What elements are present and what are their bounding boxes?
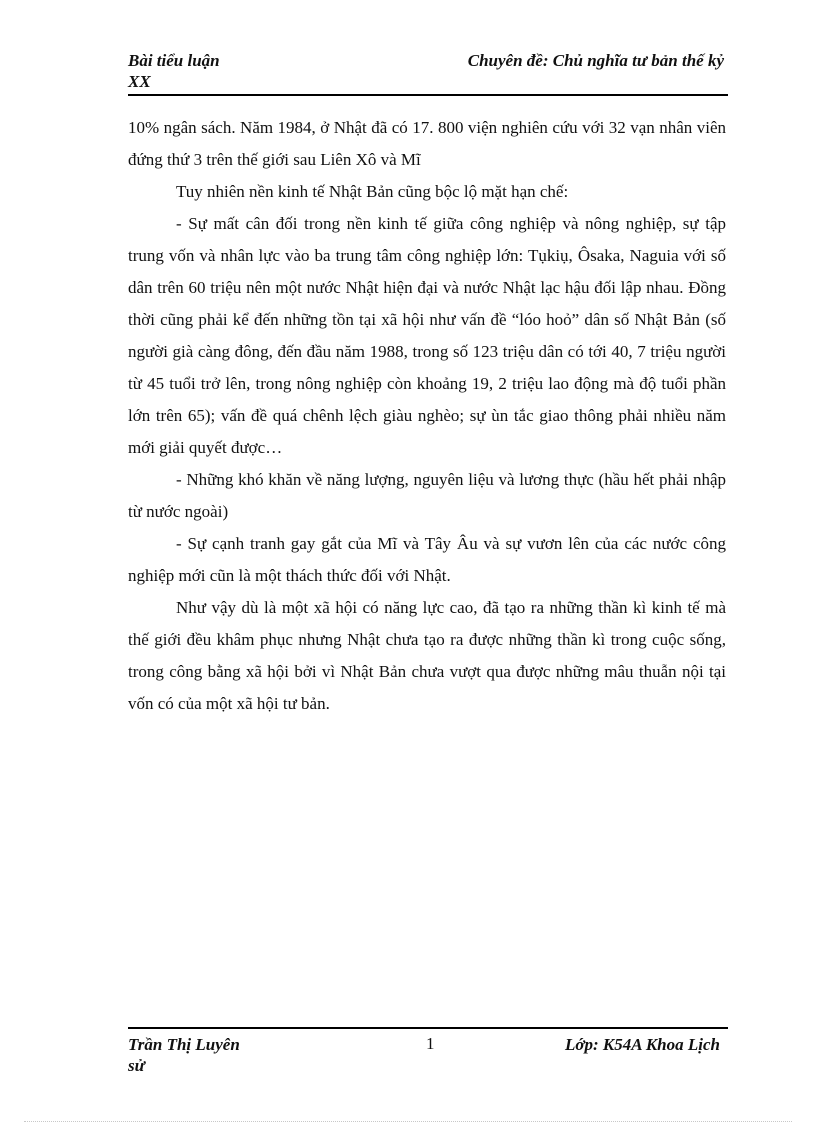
paragraph: - Sự cạnh tranh gay gắt của Mĩ và Tây Âu và sự vươn lên của các nước công nghiệp mới cũn là một thách thức đối với Nhật.: [128, 534, 726, 585]
paragraph: 10% ngân sách. Năm 1984, ở Nhật đã có 17. 800 viện nghiên cứu với 32 vạn nhân viên đứng thứ 3 trên thế giới sau Liên Xô và Mĩ: [128, 118, 726, 169]
paragraph: Tuy nhiên nền kinh tế Nhật Bản cũng bộc lộ mặt hạn chế:: [176, 182, 569, 201]
header-document-type: Bài tiểu luận: [128, 51, 220, 70]
document-body: [128, 112, 726, 720]
paragraph: - Những khó khăn về năng lượng, nguyên liệu và lương thực (hầu hết phải nhập từ nước ngoài): [128, 470, 726, 521]
page-number: 1: [426, 1034, 435, 1053]
header-left: [128, 50, 220, 92]
paragraph: Như vậy dù là một xã hội có năng lực cao, đã tạo ra những thần kì kinh tế mà thế giới đều khâm phục nhưng Nhật chưa tạo ra được những thần kì trong cuộc sống, trong công bằng xã hội bởi vì Nhật Bản chưa vượt qua được những mâu thuẫn nội tại vốn có của một xã hội tư bản.: [128, 598, 726, 713]
page-edge-divider: [24, 1121, 792, 1122]
header-document-type-cont: XX: [128, 72, 151, 91]
footer-author-name: Trần Thị Luyên: [128, 1035, 240, 1054]
paragraph: - Sự mất cân đối trong nền kinh tế giữa công nghiệp và nông nghiệp, sự tập trung vốn và nhân lực vào ba trung tâm công nghiệp lớn: Tụkiụ, Ôsaka, Naguia với số dân trên 60 triệu nên một nước Nhật hiện đại và nước Nhật lạc hậu đối lập nhau. Đồng thời cũng phải kể đến những tồn tại xã hội như vấn đề “lóo hoỏ” dân số Nhật Bản (số người già càng đông, đến đầu năm 1988, trong số 123 triệu dân có tới 40, 7 triệu người từ 45 tuổi trở lên, trong nông nghiệp còn khoảng 19, 2 triệu lao động mà độ tuổi phần lớn trên 65); vấn đề quá chênh lệch giàu nghèo; sự ùn tắc giao thông phải nhiều năm mới giải quyết được…: [128, 214, 726, 457]
page-header: [128, 50, 728, 96]
page-footer: [128, 1027, 728, 1079]
footer-author-name-cont: sử: [128, 1056, 145, 1075]
footer-author: [128, 1034, 240, 1076]
footer-class: Lớp: K54A Khoa Lịch: [564, 1035, 720, 1054]
header-topic: Chuyên đề: Chủ nghĩa tư bản thế kỷ: [467, 51, 724, 70]
